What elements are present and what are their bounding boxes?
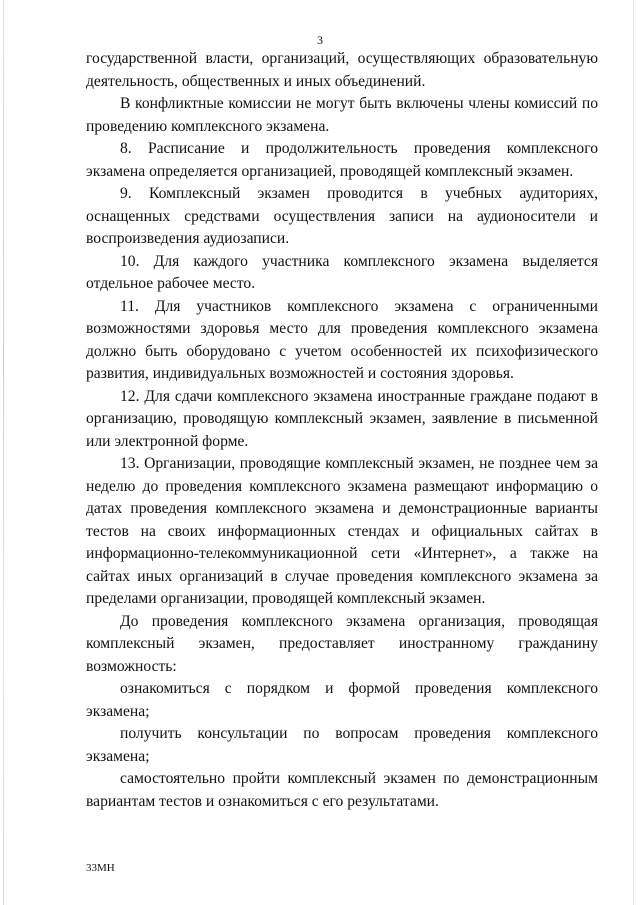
paragraph-item-8: 8. Расписание и продолжительность проведения комплексного экзамена определяется организацией, проводящей комплексный экзамен. — [86, 140, 598, 180]
paragraph-item-11: 11. Для участников комплексного экзамена с ограниченными возможностями здоровья место для проведения комплексного экзамена должно быть оборудовано с учетом особенностей их психофизического развития, индивидуальных возможностей и состояния здоровья. — [86, 297, 598, 382]
paragraph-conflict-commissions: В конфликтные комиссии не могут быть включены члены комиссий по проведению комплексного экзамена. — [86, 95, 598, 135]
paragraph-continuation: государственной власти, организаций, осуществляющих образовательную деятельность, общественных и иных объединений. — [86, 50, 598, 90]
scan-edge-right — [633, 0, 634, 905]
list-item-self-test: самостоятельно пройти комплексный экзамен по демонстрационным вариантам тестов и ознакомиться с его результатами. — [86, 770, 598, 810]
page-number: 3 — [317, 33, 323, 47]
list-item-familiarize: ознакомиться с порядком и формой проведения комплексного экзамена; — [86, 680, 598, 720]
paragraph-before-exam: До проведения комплексного экзамена организация, проводящая комплексный экзамен, предоставляет иностранному гражданину возможность: — [86, 612, 598, 675]
paragraph-item-10: 10. Для каждого участника комплексного экзамена выделяется отдельное рабочее место. — [86, 252, 598, 292]
footer-document-code: 33МН — [86, 862, 115, 874]
body-text — [86, 48, 598, 813]
paragraph-item-12: 12. Для сдачи комплексного экзамена иностранные граждане подают в организацию, проводящую комплексный экзамен, заявление в письменной или электронной форме. — [86, 387, 598, 450]
paragraph-item-9: 9. Комплексный экзамен проводится в учебных аудиториях, оснащенных средствами осуществления записи на аудионосители и воспроизведения аудиозаписи. — [86, 185, 598, 247]
paragraph-item-13: 13. Организации, проводящие комплексный экзамен, не позднее чем за неделю до проведения комплексного экзамена размещают информацию о датах проведения комплексного экзамена и демонстрационные варианты тестов на своих информационных стендах и официальных сайтах в информационно-телекоммуникационной сети «Интернет», а также на сайтах иных организаций в случае проведения комплексного экзамена за пределами организации, проводящей комплексный экзамен. — [86, 455, 598, 607]
scan-edge-left — [3, 0, 4, 905]
list-item-consultations: получить консультации по вопросам проведения комплексного экзамена; — [86, 725, 598, 765]
